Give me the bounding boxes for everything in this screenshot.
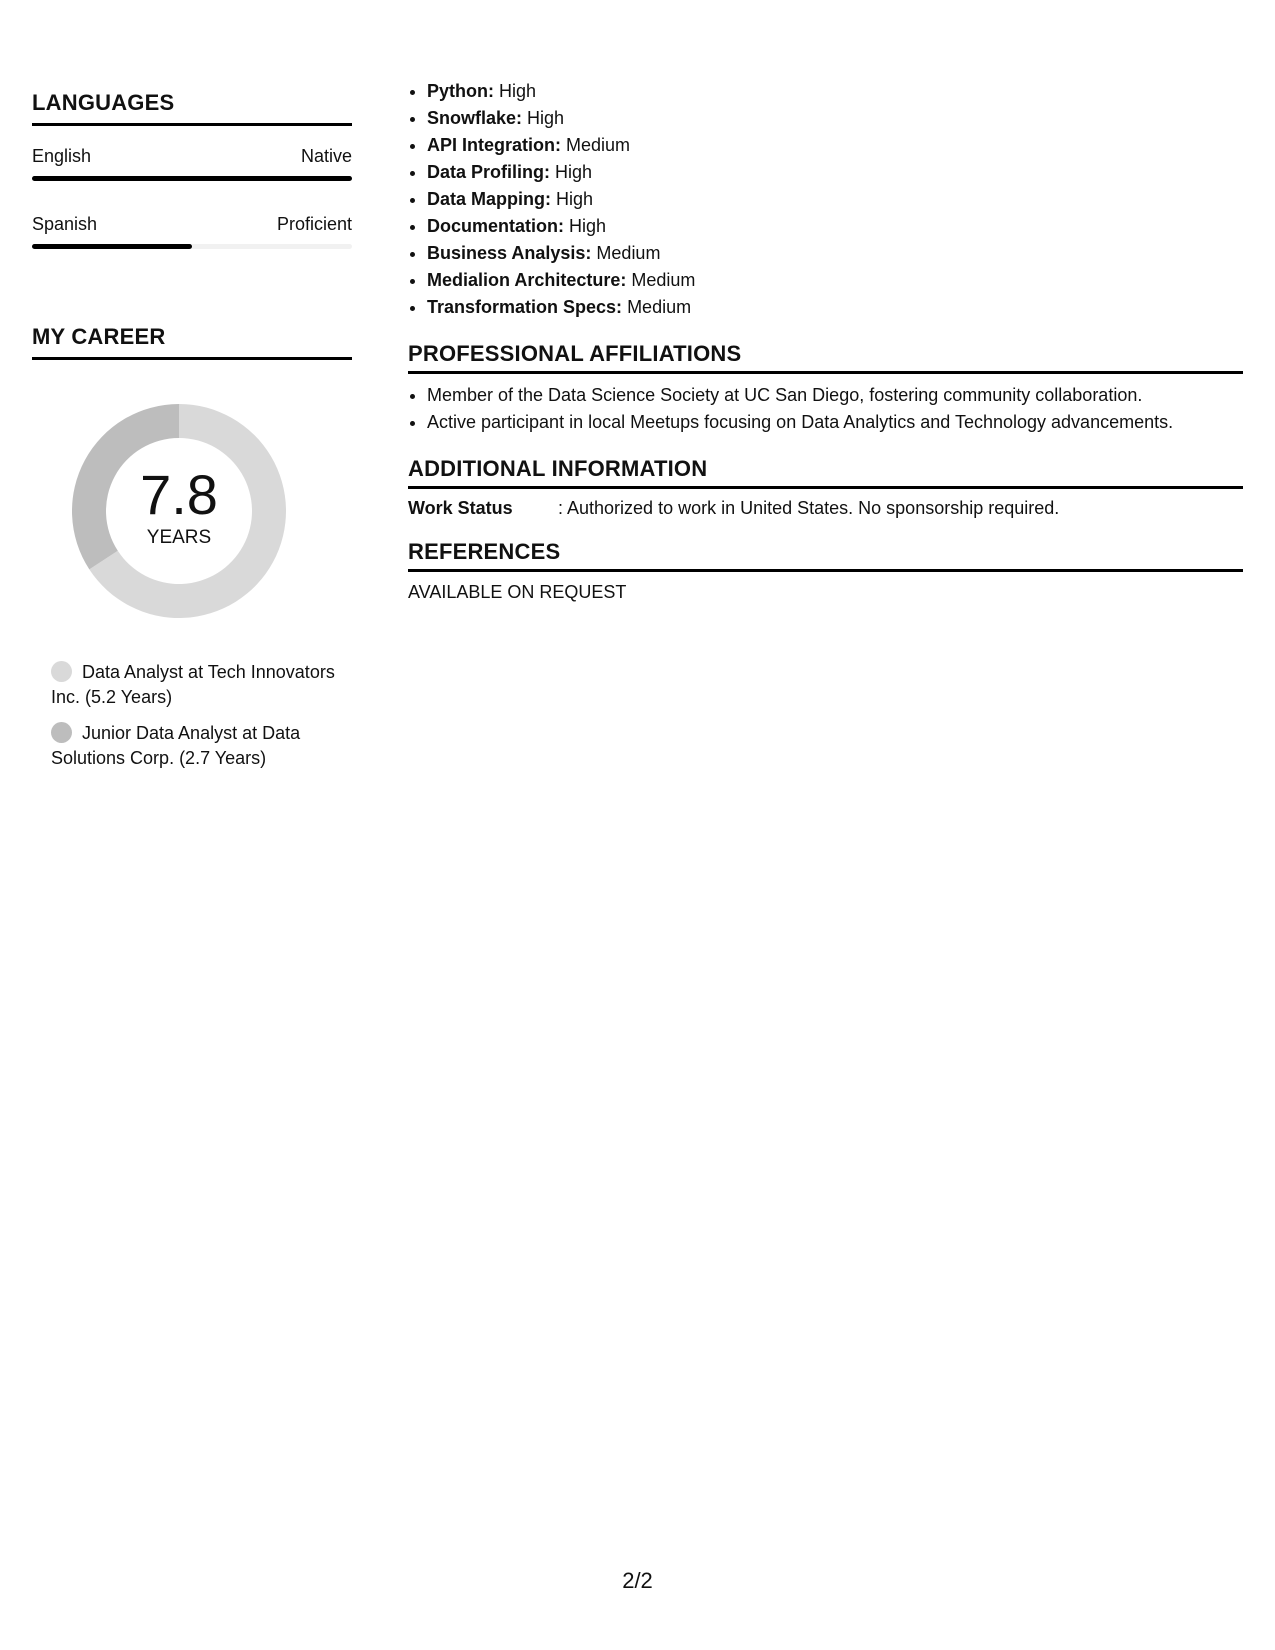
skill-name: Business Analysis:	[427, 243, 592, 263]
skill-level: High	[499, 81, 537, 101]
skill-name: API Integration:	[427, 135, 561, 155]
affiliations-heading: PROFESSIONAL AFFILIATIONS	[408, 341, 1243, 374]
language-name: English	[32, 146, 92, 166]
skill-level: Medium	[631, 270, 696, 290]
skill-item	[427, 186, 1243, 213]
skill-level: High	[527, 108, 565, 128]
skill-item	[427, 294, 1243, 321]
language-proficiency-fill	[32, 176, 352, 181]
language-name: Spanish	[32, 214, 98, 234]
skills-list	[408, 78, 1243, 321]
career-section	[32, 324, 352, 771]
legend-dot-icon	[51, 722, 72, 743]
language-proficiency-bar	[32, 176, 352, 181]
languages-heading: LANGUAGES	[32, 90, 352, 126]
languages-section	[32, 90, 352, 249]
skill-name: Medialion Architecture:	[427, 270, 627, 290]
legend-label: Junior Data Analyst at Data Solutions Corp. (2.7 Years)	[51, 723, 301, 768]
career-donut-chart	[32, 398, 352, 628]
skill-item	[427, 78, 1243, 105]
work-status-row	[408, 498, 1243, 519]
references-text: AVAILABLE ON REQUEST	[408, 582, 627, 602]
references-heading: REFERENCES	[408, 539, 1243, 572]
skill-name: Snowflake:	[427, 108, 523, 128]
skill-name: Documentation:	[427, 216, 564, 236]
skill-level: High	[569, 216, 607, 236]
legend-dot-icon	[51, 661, 72, 682]
right-column	[408, 78, 1243, 603]
legend-item	[51, 721, 336, 771]
legend-label: Data Analyst at Tech Innovators Inc. (5.2 Years)	[51, 662, 335, 707]
language-item-english	[32, 146, 352, 181]
affiliation-item: • Active participant in local Meetups focusing on Data Analytics and Technology advancements.	[427, 409, 1243, 436]
language-proficiency-bar	[32, 244, 352, 249]
affiliations-section	[408, 341, 1243, 436]
left-column	[32, 90, 352, 782]
affiliation-item: • Member of the Data Science Society at UC San Diego, fostering community collaboration.	[427, 382, 1243, 409]
career-heading: MY CAREER	[32, 324, 352, 360]
career-legend	[32, 660, 352, 771]
language-level: Native	[300, 146, 352, 166]
donut-center	[66, 398, 292, 624]
skill-level: Medium	[627, 297, 692, 317]
page-number: 2/2	[622, 1568, 653, 1593]
legend-item	[51, 660, 336, 710]
skill-item	[427, 240, 1243, 267]
work-status-value: : Authorized to work in United States. No sponsorship required.	[558, 498, 1060, 518]
total-years-value: 7.8	[140, 463, 218, 526]
skill-item	[427, 132, 1243, 159]
skill-item	[427, 105, 1243, 132]
skill-level: High	[556, 189, 594, 209]
skill-name: Transformation Specs:	[427, 297, 623, 317]
skill-level: Medium	[596, 243, 661, 263]
work-status-label: Work Status	[408, 498, 513, 518]
language-proficiency-fill	[32, 244, 192, 249]
affiliations-list	[408, 382, 1243, 436]
skill-item	[427, 159, 1243, 186]
additional-info-heading: ADDITIONAL INFORMATION	[408, 456, 1243, 489]
language-item-spanish	[32, 214, 352, 249]
references-section	[408, 539, 1243, 603]
skill-item	[427, 267, 1243, 294]
skill-level: Medium	[566, 135, 631, 155]
total-years-unit: YEARS	[146, 527, 212, 548]
skill-name: Data Profiling:	[427, 162, 551, 182]
skill-item	[427, 213, 1243, 240]
language-level: Proficient	[276, 214, 352, 234]
skill-name: Python:	[427, 81, 494, 101]
skill-name: Data Mapping:	[427, 189, 551, 209]
additional-info-section	[408, 456, 1243, 519]
skill-level: High	[555, 162, 593, 182]
